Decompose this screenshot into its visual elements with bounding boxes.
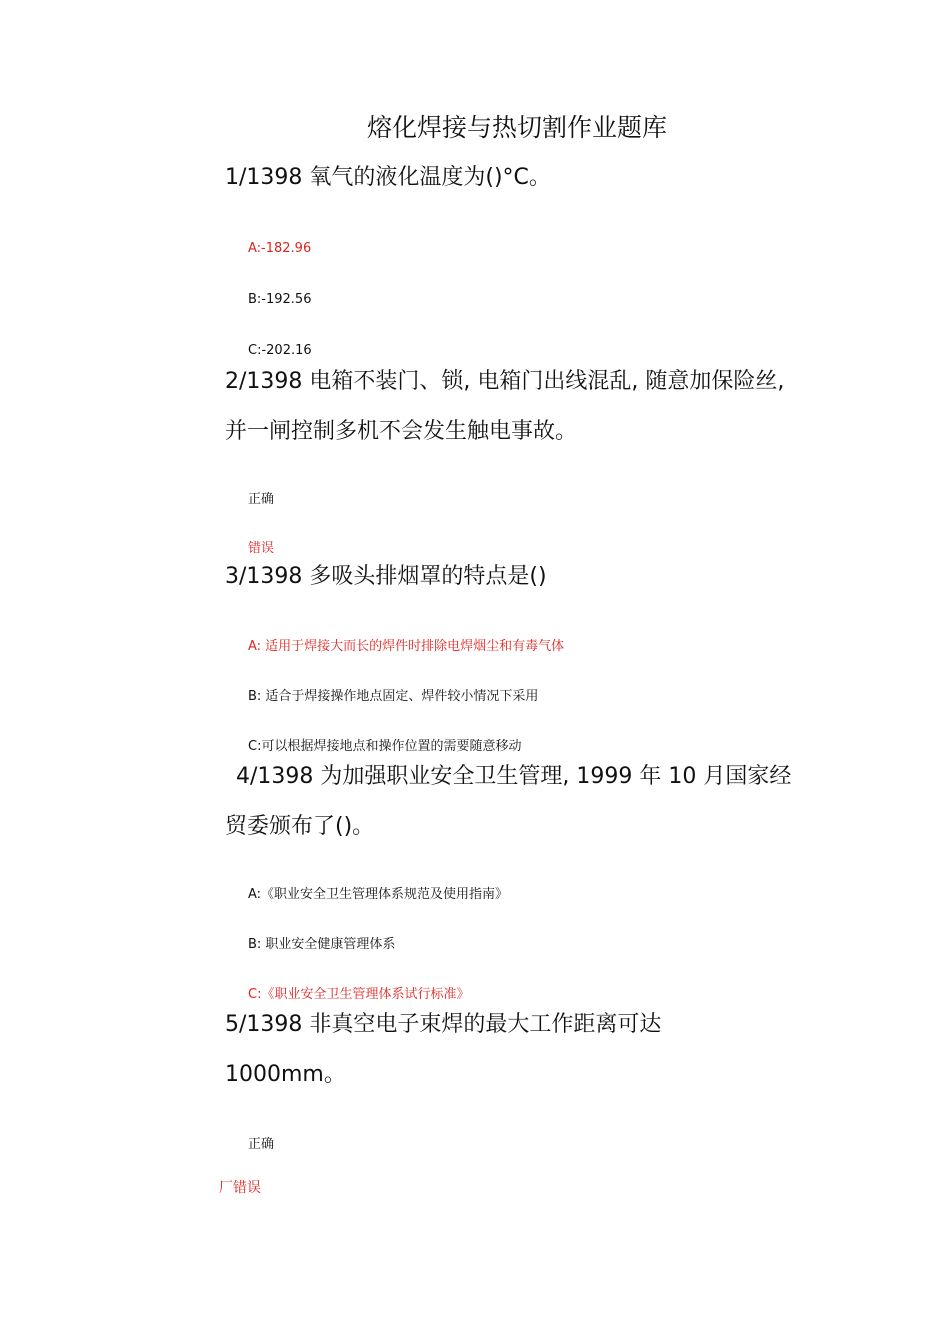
question-5-option-false: 厂错误 (219, 1180, 261, 1196)
question-3-option-c: C:可以根据焊接地点和操作位置的需要随意移动 (248, 739, 522, 754)
question-2-option-false: 错误 (248, 541, 275, 556)
question-2-text-line-2: 并一闸控制多机不会发生触电事故。 (225, 419, 578, 444)
question-1-option-c: C:-202.16 (248, 343, 312, 358)
question-3-option-a: A: 适用于焊接大而长的焊件时排除电焊烟尘和有毒气体 (248, 639, 565, 654)
question-4-option-b: B: 职业安全健康管理体系 (248, 937, 396, 952)
question-5-text-line-1: 5/1398 非真空电子束焊的最大工作距离可达 (225, 1012, 662, 1037)
question-1-option-a: A:-182.96 (248, 241, 312, 256)
question-4-text-line-2: 贸委颁布了()。 (225, 814, 375, 839)
question-5-option-true: 正确 (248, 1137, 275, 1152)
question-1-option-b: B:-192.56 (248, 292, 312, 307)
page-title: 熔化焊接与热切割作业题库 (366, 113, 667, 142)
question-2-option-true: 正确 (248, 492, 275, 507)
question-3-option-b: B: 适合于焊接操作地点固定、焊件较小情况下采用 (248, 689, 539, 704)
question-4-option-c: C:《职业安全卫生管理体系试行标准》 (248, 987, 470, 1002)
question-1-text: 1/1398 氧气的液化温度为()°C。 (225, 165, 551, 190)
question-5-text-line-2: 1000mm。 (225, 1062, 346, 1087)
question-3-text: 3/1398 多吸头排烟罩的特点是() (225, 564, 547, 589)
question-4-option-a: A:《职业安全卫生管理体系规范及使用指南》 (248, 887, 509, 902)
question-2-text-line-1: 2/1398 电箱不装门、锁, 电箱门出线混乱, 随意加保险丝, (225, 369, 785, 394)
question-4-text-line-1: 4/1398 为加强职业安全卫生管理, 1999 年 10 月国家经 (236, 764, 792, 789)
